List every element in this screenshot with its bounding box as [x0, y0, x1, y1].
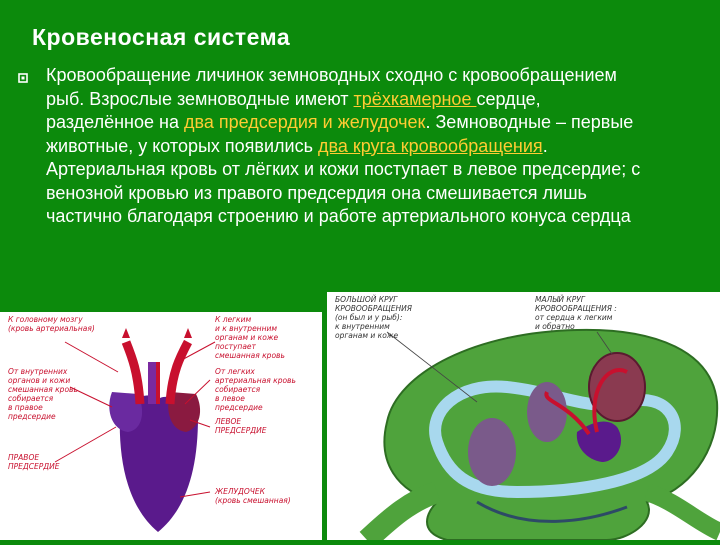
slide-title: Кровеносная система — [32, 24, 291, 50]
label-small-circle: КРОВООБРАЩЕНИЯ : — [535, 304, 617, 313]
highlight-three-chamber: трёхкамерное — [353, 88, 477, 109]
label-arterial: предсердие — [215, 403, 263, 412]
label-small-circle: и обратно — [535, 322, 575, 331]
label-right-atrium: ПРАВОЕ — [8, 453, 40, 462]
label-lungs: органам и коже — [215, 333, 279, 342]
text-part: сердце, разделённое на — [46, 88, 541, 132]
label-inflow: органов и кожи — [8, 376, 71, 385]
highlight-atria: два предсердия и желудочек — [183, 112, 426, 132]
label-lungs: поступает — [215, 342, 256, 351]
label-ventricle: (кровь смешанная) — [215, 496, 291, 505]
label-lungs: смешанная кровь — [215, 351, 285, 360]
label-lungs: К легким — [215, 315, 252, 324]
label-lungs: и к внутренним — [215, 324, 278, 333]
heart-diagram — [0, 312, 322, 540]
label-inflow: в правое — [8, 403, 43, 412]
label-small-circle: от сердца к легким — [535, 313, 613, 322]
label-inflow: смешанная кровь — [8, 385, 78, 394]
label-inflow: предсердие — [8, 412, 56, 421]
text-part: . Артериальная кровь от лёгких и кожи поступает в левое предсердие; с венозной кровью из правого предсердия она смешивается лишь частично благодаря строению и работе артериального конуса сердца — [46, 135, 641, 226]
highlight-two-circles: два круга кровообращения — [317, 135, 543, 156]
text-part: Кровообращение личинок земноводных сходно с кровообращением рыб. Взрослые земноводные имеют — [46, 65, 617, 109]
label-big-circle: к внутренним — [335, 322, 390, 331]
label-right-atrium: ПРЕДСЕРДИЕ — [8, 462, 60, 471]
label-big-circle: КРОВООБРАЩЕНИЯ — [335, 304, 412, 313]
label-arterial: в левое — [215, 394, 245, 403]
label-ventricle: ЖЕЛУДОЧЕК — [215, 487, 265, 496]
label-arterial: артериальная кровь — [215, 376, 296, 385]
label-big-circle: (он был и у рыб): — [335, 313, 403, 322]
label-left-atrium: ПРЕДСЕРДИЕ — [215, 426, 267, 435]
label-left-atrium: ЛЕВОЕ — [215, 417, 242, 426]
label-big-circle: органам и коже — [335, 331, 399, 340]
frog-circulation-diagram — [327, 292, 720, 540]
label-small-circle: МАЛЫЙ КРУГ — [535, 295, 585, 304]
label-inflow: От внутренних — [8, 367, 68, 376]
text-part: . Земноводные – первые животные, у которых появились — [46, 112, 634, 156]
label-brain: (кровь артериальная) — [8, 324, 95, 333]
label-arterial: От легких — [215, 367, 255, 376]
label-arterial: собирается — [215, 385, 261, 394]
label-big-circle: БОЛЬШОЙ КРУГ — [335, 295, 398, 304]
body-paragraph — [46, 64, 646, 229]
label-inflow: собирается — [8, 394, 54, 403]
square-bullet-icon — [18, 70, 32, 84]
label-brain: К головному мозгу — [8, 315, 83, 324]
